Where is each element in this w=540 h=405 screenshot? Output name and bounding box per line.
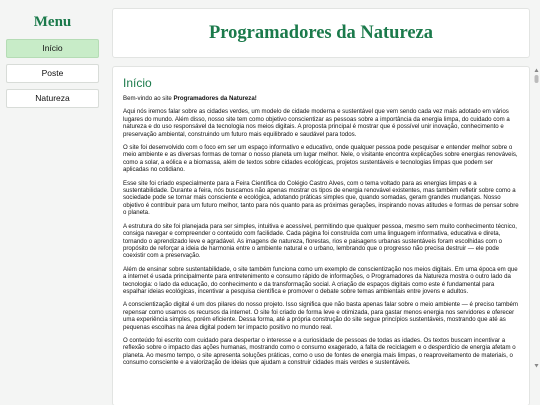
intro-prefix: Bem-vindo ao site (123, 95, 174, 102)
page-header (112, 8, 530, 58)
menu-item-poste[interactable]: Poste (6, 64, 99, 83)
paragraph-7: O conteúdo foi escrito com cuidado para despertar o interesse e a curiosidade de pessoas de todas as idades. Os textos buscam incentivar a reflexão sobre o impacto das ações humanas, mostrando como o consumo exagerado, a falta de reciclagem e o desperdício de energia afetam o planeta. Ao mesmo tempo, o site apresenta soluções práticas, como o uso de fontes de energia mais limpas, o reaproveitamento de materiais, o consumo consciente e a valorização de ideias que ajudam a construir cidades mais verdes e sustentáveis. (123, 336, 516, 367)
paragraph-3: Esse site foi criado especialmente para a Feira Científica do Colégio Castro Alves, com o tema voltado para as energias limpas e a sustentabilidade. Durante a feira, nós buscamos não apenas mostrar os tipos de energia renovável existentes, mas também refletir sobre como a sociedade pode se tornar mais consciente e ecológica, adotando práticas simples que, quando somadas, geram grandes mudanças. Nosso objetivo é contribuir para um futuro melhor, tanto para nós quanto para as próximas gerações, inspirando novas atitudes e formas de pensar sobre o planeta. (123, 179, 519, 217)
paragraph-5: Além de ensinar sobre sustentabilidade, o site também funciona como um exemplo de conscientização nos meios digitais. Em uma época em que a internet é usada principalmente para entretenimento e consumo rápido de informações, o Programadores da Natureza mostra o outro lado da tecnologia: o lado da educação, do conhecimento e da transformação social. A criação de espaços digitais como este é fundamental para espalhar ideias ecológicas, incentivar a pesquisa científica e promover o debate sobre temas ambientais entre jovens e adultos. (123, 265, 518, 295)
page-scrollbar[interactable] (534, 68, 539, 368)
scroll-up-icon[interactable] (535, 69, 539, 73)
menu-item-inicio[interactable]: Início (6, 39, 99, 58)
menu-item-natureza[interactable]: Natureza (6, 89, 99, 108)
scroll-thumb[interactable] (535, 75, 539, 83)
page-title: Programadores da Natureza (208, 22, 434, 43)
main-area (112, 8, 530, 405)
paragraph-1: Aqui nós iremos falar sobre as cidades verdes, um modelo de cidade moderna e sustentável que vem sendo cada vez mais adotado em vários lugares do mundo. Além disso, nosso site tem como objetivo conscientizar as pessoas sobre a importância da energia limpa, do cuidado com a natureza e do uso responsável da tecnologia nos meios digitais. A proposta principal é mostrar que é possível unir inovação, conhecimento e preservação ambiental, construindo um futuro mais equilibrado e saudável para todos. (123, 108, 510, 138)
section-title: Início (123, 76, 152, 90)
menu-title: Menu (33, 14, 72, 30)
paragraph-6: A conscientização digital é um dos pilares do nosso projeto. Isso significa que não basta apenas falar sobre o meio ambiente — é preciso também repensar como usamos os recursos da internet. O site foi criado de forma leve e otimizada, para gastar menos energia nos servidores e oferecer uma experiência simples, porém eficiente. Dessa forma, até a própria construção do site segue princípios sustentáveis, mostrando que até as pequenas escolhas na área digital podem ter impacto positivo no mundo real. (123, 301, 518, 331)
content-panel (112, 66, 530, 405)
paragraph-2: O site foi desenvolvido com o foco em ser um espaço informativo e educativo, onde qualquer pessoa pode pesquisar e entender melhor sobre o meio ambiente e as diversas formas de tornar o nosso planeta um lugar melhor. Nele, o visitante encontra explicações sobre energias renováveis, como a solar, a eólica e a biomassa, além de textos sobre cidades ecológicas, projetos sustentáveis e tecnologias limpas que podem ser aplicadas no cotidiano. (123, 144, 518, 174)
intro-paragraph (123, 95, 519, 102)
intro-site-name: Programadores da Natureza! (173, 95, 257, 102)
paragraph-4: A estrutura do site foi planejada para ser simples, intuitiva e acessível, permitindo que qualquer pessoa, mesmo sem muito conhecimento técnico, consiga navegar e compreender o conteúdo com facilidade. Cada página foi construída com uma linguagem informativa, educativa e direta, tornando o aprendizado leve e agradável. As imagens de natureza, florestas, rios e paisagens urbanas sustentáveis foram escolhidas com o propósito de reforçar a ideia de harmonia entre o ambiente natural e o urbano, lembrando que o progresso não precisa destruir — ele pode coexistir com a preservação. (123, 222, 517, 260)
scroll-down-icon[interactable] (535, 364, 539, 368)
sidebar (0, 0, 105, 405)
